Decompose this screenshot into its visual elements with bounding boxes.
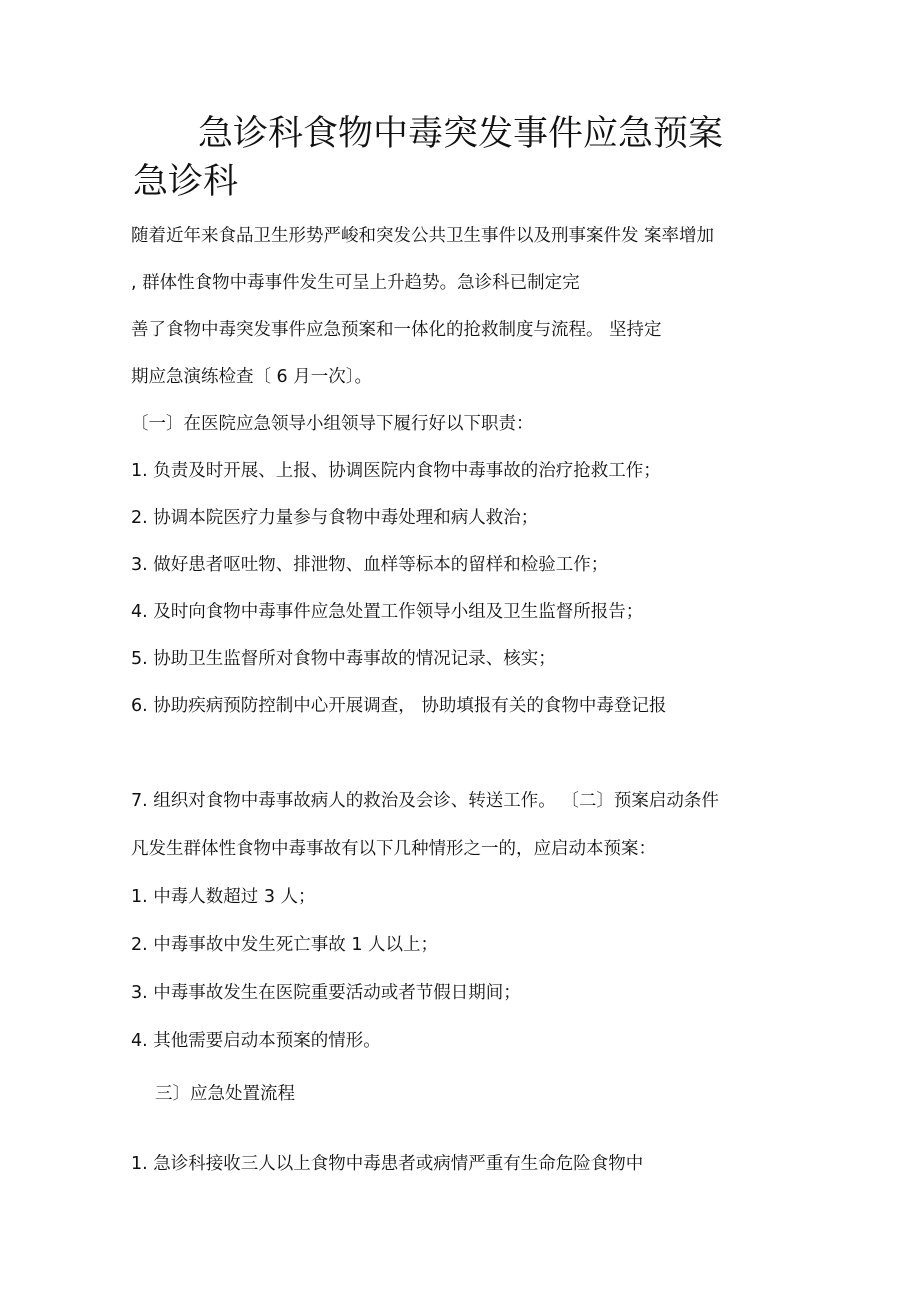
section-heading: 三〕应急处置流程 bbox=[155, 1084, 295, 1104]
paragraph-line: 随着近年来食品卫生形势严峻和突发公共卫生事件以及刑事案件发 案率增加 bbox=[131, 226, 715, 246]
list-item: 7. 组织对食物中毒事故病人的救治及会诊、转送工作。 〔二〕预案启动条件 bbox=[131, 791, 719, 811]
paragraph-line: 期应急演练检查〔 6 月一次〕。 bbox=[131, 367, 373, 387]
list-item: 4. 及时向食物中毒事件应急处置工作领导小组及卫生监督所报告； bbox=[131, 602, 644, 622]
department-heading: 急诊科 bbox=[133, 162, 239, 202]
list-item: 3. 中毒事故发生在医院重要活动或者节假日期间； bbox=[131, 983, 521, 1003]
document-title: 急诊科食物中毒突发事件应急预案 bbox=[198, 114, 724, 154]
paragraph-line: , 群体性食物中毒事件发生可呈上升趋势。急诊科已制定完 bbox=[131, 273, 580, 293]
list-item: 2. 中毒事故中发生死亡事故 1 人以上； bbox=[131, 935, 439, 955]
section-heading: 〔一〕在医院应急领导小组领导下履行好以下职责： bbox=[131, 414, 534, 434]
paragraph-line: 善了食物中毒突发事件应急预案和一体化的抢救制度与流程。 坚持定 bbox=[131, 320, 662, 340]
paragraph-line: 凡发生群体性食物中毒事故有以下几种情形之一的，应启动本预案： bbox=[131, 839, 656, 859]
list-item: 2. 协调本院医疗力量参与食物中毒处理和病人救治； bbox=[131, 508, 539, 528]
list-item: 1. 负责及时开展、上报、协调医院内食物中毒事故的治疗抢救工作； bbox=[131, 461, 661, 481]
list-item: 4. 其他需要启动本预案的情形。 bbox=[131, 1031, 381, 1051]
list-item: 6. 协助疾病预防控制中心开展调查， 协助填报有关的食物中毒登记报 bbox=[131, 696, 667, 716]
list-item: 3. 做好患者呕吐物、排泄物、血样等标本的留样和检验工作； bbox=[131, 555, 609, 575]
list-item: 1. 急诊科接收三人以上食物中毒患者或病情严重有生命危险食物中 bbox=[131, 1154, 644, 1174]
list-item: 1. 中毒人数超过 3 人； bbox=[131, 887, 316, 907]
list-item: 5. 协助卫生监督所对食物中毒事故的情况记录、核实； bbox=[131, 649, 556, 669]
